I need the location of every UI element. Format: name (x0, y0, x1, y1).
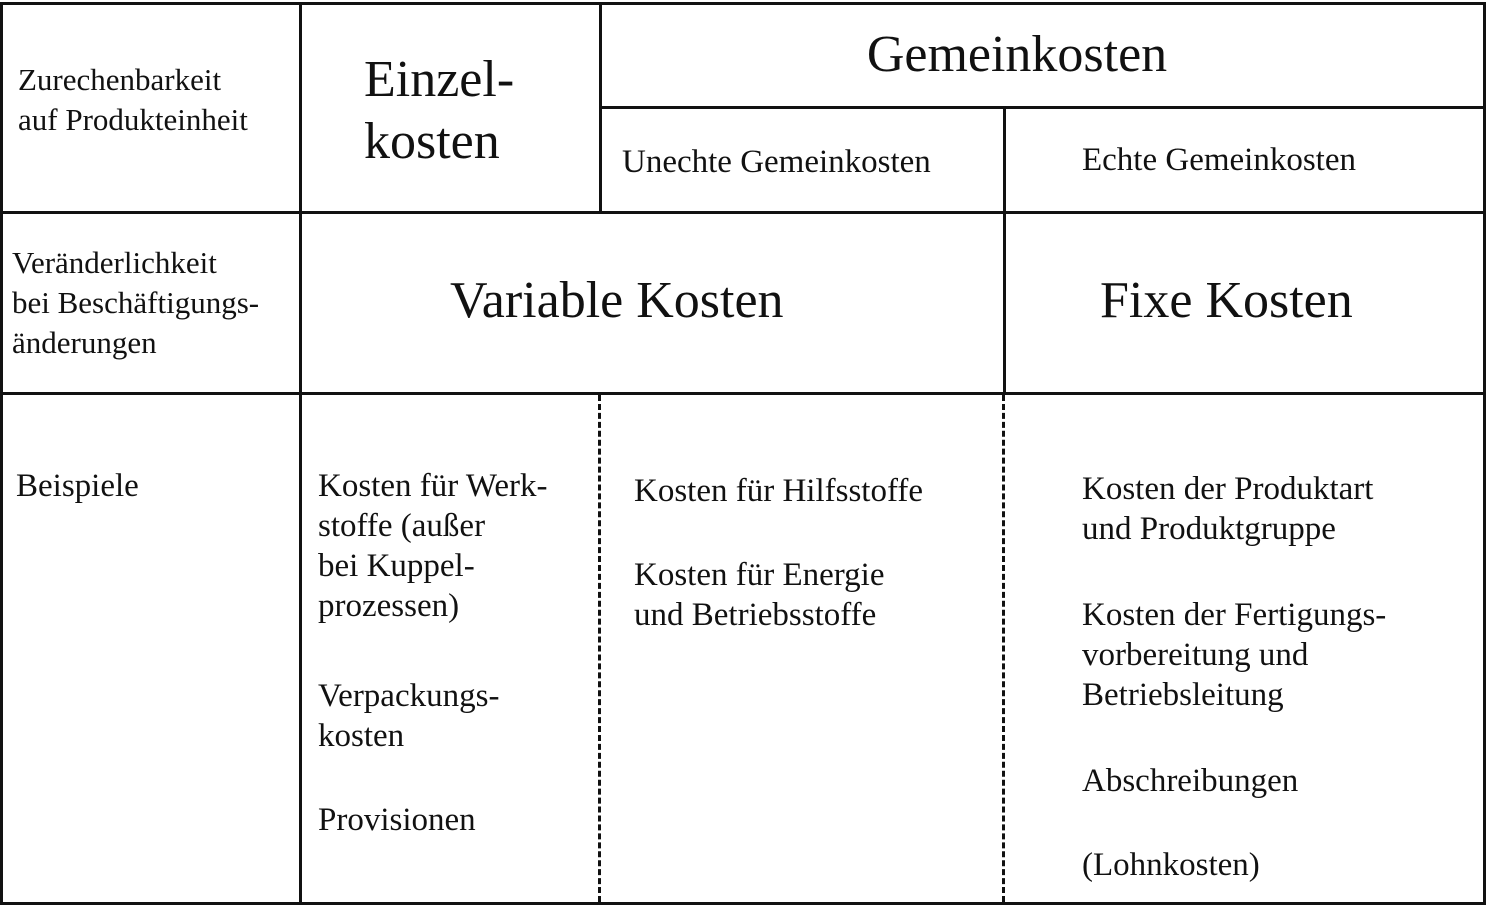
text-line: kosten (318, 718, 405, 754)
heading-variable-kosten: Variable Kosten (450, 272, 784, 329)
text-line: Kosten der Fertigungs- (1082, 597, 1387, 633)
dashed-divider-1 (598, 395, 601, 902)
gemeinkosten-divider (599, 106, 1486, 109)
text-line: bei Beschäftigungs- (12, 285, 260, 320)
text-line: änderungen (12, 325, 157, 360)
text-line: Kosten für Werk- (318, 468, 548, 504)
text-line: Abschreibungen (1082, 763, 1299, 799)
example-abschreibungen (1082, 761, 1298, 801)
border-bottom (0, 902, 1486, 905)
text-line: und Produktgruppe (1082, 511, 1336, 547)
text-line: kosten (364, 113, 500, 170)
text-line: auf Produkteinheit (18, 102, 248, 137)
text-line: Zurechenbarkeit (18, 62, 222, 97)
text-line: Kosten der Produktart (1082, 471, 1374, 507)
heading-fixe-kosten: Fixe Kosten (1100, 272, 1353, 329)
heading-einzelkosten (364, 49, 514, 173)
text-line: vorbereitung und (1082, 637, 1309, 673)
dashed-divider-2 (1002, 395, 1005, 902)
text-line: Kosten für Hilfsstoffe (634, 473, 924, 509)
text-line: (Lohnkosten) (1082, 847, 1260, 883)
text-line: prozessen) (318, 588, 460, 624)
example-produktart (1082, 469, 1373, 549)
label-zurechenbarkeit (18, 60, 248, 140)
text-line: und Betriebsstoffe (634, 597, 877, 633)
text-line: Verpackungs- (318, 678, 500, 714)
border-top (0, 2, 1486, 5)
example-energie-betriebsstoffe (634, 555, 884, 635)
heading-gemeinkosten: Gemeinkosten (866, 26, 1168, 83)
example-hilfsstoffe (634, 471, 923, 511)
row-divider-2 (0, 392, 1486, 395)
col-divider-3 (1003, 107, 1006, 394)
label-veraenderlichkeit (12, 243, 259, 363)
label-beispiele: Beispiele (16, 468, 139, 504)
example-fertigungsvorbereitung (1082, 595, 1386, 715)
row-divider-1 (0, 211, 1486, 214)
heading-unechte-gemeinkosten: Unechte Gemeinkosten (622, 144, 931, 180)
text-line: Einzel- (364, 51, 515, 108)
example-verpackungskosten (318, 676, 499, 756)
border-right (1483, 2, 1486, 905)
text-line: bei Kuppel- (318, 548, 475, 584)
text-line: stoffe (außer (318, 508, 486, 544)
example-werkstoffe (318, 466, 548, 626)
text-line: Betriebsleitung (1082, 677, 1284, 713)
col-divider-1 (299, 2, 302, 905)
heading-echte-gemeinkosten: Echte Gemeinkosten (1082, 142, 1356, 178)
border-left (0, 2, 3, 905)
example-provisionen (318, 800, 476, 840)
text-line: Kosten für Energie (634, 557, 885, 593)
text-line: Veränderlichkeit (12, 245, 217, 280)
example-lohnkosten (1082, 845, 1260, 885)
text-line: Provisionen (318, 802, 476, 838)
